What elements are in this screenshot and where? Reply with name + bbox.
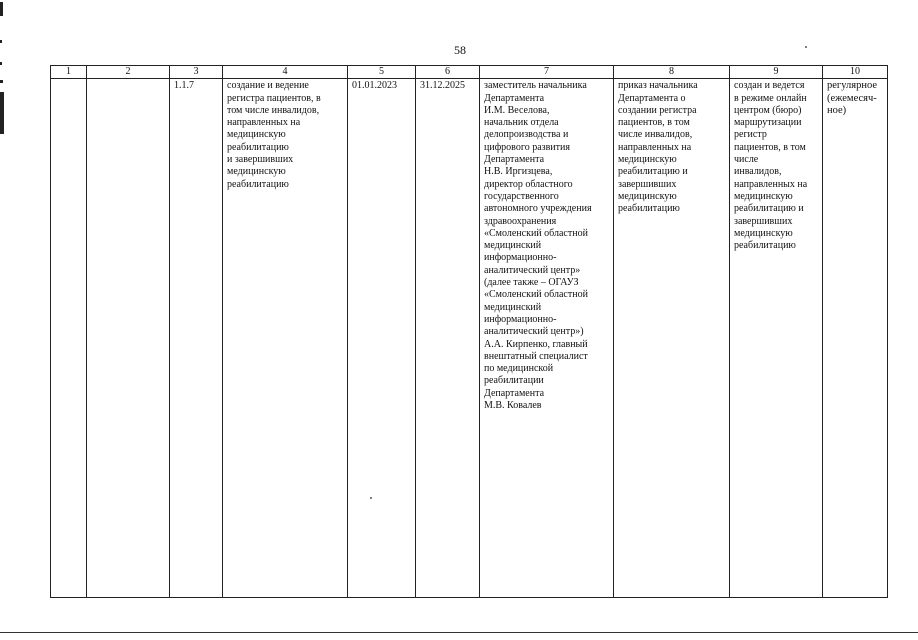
column-header: 5 — [348, 66, 416, 79]
scan-speck — [805, 46, 807, 48]
activity-cell — [223, 79, 348, 598]
result-text: создан и ведется в режиме онлайн центром (бюро) маршрутизации регистр пациентов, в том числе инвалидов, направленных на медицинскую реабилитацию и завершивших медицинскую реабилитацию — [734, 80, 808, 252]
frequency-text: регулярное (ежемесяч- ное) — [827, 80, 877, 116]
scan-edge-mark — [0, 62, 2, 65]
table-header-row — [51, 66, 888, 79]
column-header: 9 — [730, 66, 823, 79]
scan-edge-mark — [0, 40, 2, 43]
result-cell — [730, 79, 823, 598]
end-date: 31.12.2025 — [420, 80, 465, 92]
scan-edge-mark — [0, 2, 3, 16]
cell-col-2 — [87, 79, 170, 598]
start-date: 01.01.2023 — [352, 80, 397, 92]
document-cell — [614, 79, 730, 598]
page-number: 58 — [454, 43, 466, 57]
end-date-cell — [416, 79, 480, 598]
scan-edge-mark — [0, 92, 4, 134]
column-header: 8 — [614, 66, 730, 79]
start-date-cell — [348, 79, 416, 598]
item-number: 1.1.7 — [174, 80, 194, 92]
scan-bottom-edge — [0, 632, 918, 633]
column-header: 7 — [480, 66, 614, 79]
frequency-cell — [823, 79, 888, 598]
scan-edge-mark — [0, 80, 3, 83]
activity-text: создание и ведение регистра пациентов, в том числе инвалидов, направленных на медицинскую реабилитацию и завершивших медицинскую реабилитацию — [227, 80, 321, 190]
column-header: 3 — [170, 66, 223, 79]
item-number-cell — [170, 79, 223, 598]
cell-col-1 — [51, 79, 87, 598]
column-header: 2 — [87, 66, 170, 79]
document-text: приказ начальника Департамента о создании регистра пациентов, в том числе инвалидов, направленных на медицинскую реабилитацию и завершивших медицинскую реабилитацию — [618, 80, 698, 215]
responsible-cell — [480, 79, 614, 598]
plan-table — [50, 65, 888, 598]
column-header: 10 — [823, 66, 888, 79]
table-row — [51, 79, 888, 598]
column-header: 1 — [51, 66, 87, 79]
column-header: 4 — [223, 66, 348, 79]
responsible-text: заместитель начальника Департамента И.М. Веселова, начальник отдела делопроизводства и цифрового развития Департамента Н.В. Иргизцева, директор областного государственного автономного учреждения здравоохранения «Смоленский областной медицинский информационно- аналитический центр» (далее также – ОГАУЗ «Смоленский областной медицинский информационно- аналитический центр») А.А. Кирпенко, главный внештатный специалист по медицинской реабилитации Департамента М.В. Ковалев — [484, 80, 592, 412]
column-header: 6 — [416, 66, 480, 79]
